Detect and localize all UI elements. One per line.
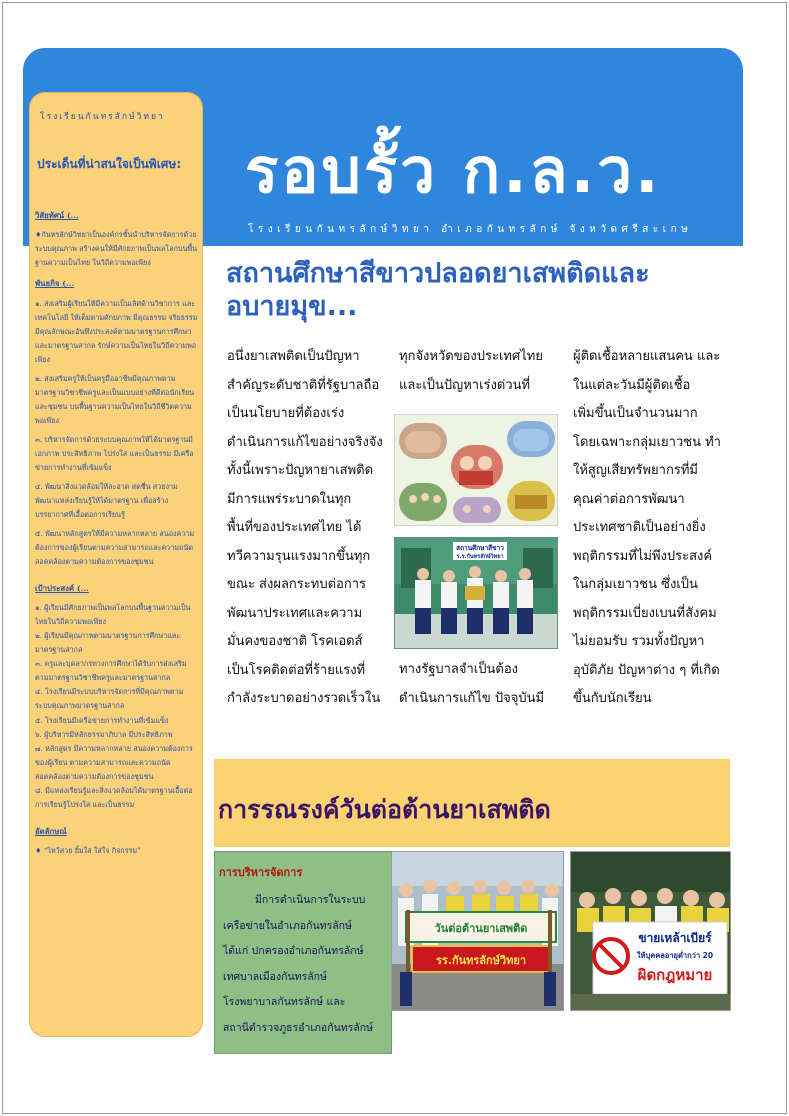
mission-item: ๒. ส่งเสริมครูให้เป็นครูมืออาชีพมีคุณภาพตามมาตรฐานวิชาชีพครูและเป็นแบบอย่างที่ดีต่อนักเรียนและชุมชน บนพื้นฐานความเป็นไทยในวิถีชีวิตความพอเพียง [35, 373, 195, 425]
article-line: กำลังระบาดอย่างรวดเร็วใน [227, 691, 381, 706]
article-line: พฤติกรรมที่ไม่พึงประสงค์ [573, 548, 713, 564]
photo-collage [394, 414, 558, 526]
management-line: สถานีตำรวจภูธรอำเภอกันทรลักษ์ [223, 1021, 374, 1034]
article-line: โดยเฉพาะกลุ่มเยาวชน ทำ [573, 434, 721, 450]
article-line: ไม่ยอมรับ รวมทั้งปัญหา [573, 634, 705, 649]
management-line: เครือข่ายในอำเภอกันทรลักษ์ [223, 919, 352, 932]
management-line: โรงพยาบาลกันทรลักษ์ และ [223, 996, 346, 1008]
photo-collage-image [395, 415, 558, 526]
photo-sign [570, 851, 731, 1011]
sign-line-1: ขายเหล้าเบียร์ [638, 931, 712, 945]
management-line: เทศบาลเมืองกันทรลักษ์ [223, 970, 327, 983]
management-box-body [223, 888, 373, 1041]
campaign-band [214, 759, 730, 847]
article-headline: สถานศึกษาสีขาวปลอดยาเสพติดและอบายมุข... [226, 258, 650, 322]
article-line: อนึ่งยาเสพติดเป็นปัญหา [227, 349, 360, 364]
goals-item: ๖. ผู้บริหารมีหลักธรรมาภิบาล มีประสิทธิภาพ [35, 729, 173, 739]
goals-item: ๒. ผู้เรียนมีคุณภาพตามมาตรฐานการศึกษาและมาตรฐานสากล [35, 631, 181, 655]
article-line: ขณะ ส่งผลกระทบต่อการ [227, 577, 366, 592]
management-line: ได้แก่ ปกครองอำเภอกันทรลักษ์ [223, 945, 364, 957]
article-line: ทุกจังหวัดของประเทศไทย [399, 349, 543, 364]
article-line: ดำเนินการแก้ไข ปัจจุบันมี [399, 690, 545, 706]
sign-line-3: ผิดกฎหมาย [637, 966, 713, 984]
goals-item: ๕. โรงเรียนมีเครือข่ายการทำงานที่เข้มแข็ง [35, 715, 169, 725]
parade-banner-top-text: วันต่อต้านยาเสพติด [434, 922, 528, 935]
parade-banner-bottom-text: รร.กันทรลักษ์วิทยา [435, 954, 527, 967]
sidebar-heading: ประเด็นที่น่าสนใจเป็นพิเศษ: [37, 157, 182, 171]
mission-item: ๔. พัฒนาสิ่งแวดล้อมให้สะอาด สดชื่น สวยงาม พัฒนาแหล่งเรียนรู้ให้ได้มาตรฐาน เพื่อสร้างบรรยากาศที่เอื้อต่อการเรียนรู้ [35, 481, 178, 519]
mission-item: ๓. บริหารจัดการด้วยระบบคุณภาพให้ได้มาตรฐานมีเอกภาพ ประสิทธิภาพ โปร่งใส และเป็นธรรม มีเครือข่ายการทำงานที่เข้มแข็ง [35, 434, 194, 472]
identity-text: ♦ “ไหว้สวย ยิ้มใส ใส่ใจ กิจกรรม” [35, 845, 141, 855]
photo-parade-image [392, 852, 564, 1011]
goals-item: ๑. ผู้เรียนมีศักยภาพเป็นพลโลกบนพื้นฐานความเป็นไทยในวิถีความพอเพียง [35, 603, 191, 627]
shop-sign-line-1: สถานศึกษาสีขาว [456, 544, 504, 552]
article-line: มีการแพร่ระบาดในทุก [227, 491, 352, 507]
article-column-1 [227, 343, 383, 714]
article-column-2-top [399, 343, 543, 400]
sidebar-school-name: โรงเรียนกันทรลักษ์วิทยา [40, 112, 165, 122]
article-line: ผู้ติดเชื้อหลายแสนคน และ [573, 349, 721, 364]
masthead-title: รอบรั้ว ก.ล.ว. [245, 134, 662, 207]
article-line: เป็นโรคติดต่อที่ร้ายแรงที่ [227, 662, 366, 678]
article-line: มั่นคงของชาติ โรคเอดส์ [227, 634, 363, 649]
masthead-subline: โรงเรียนกันทรลักษ์วิทยา อำเภอกันทรลักษ์ จังหวัดศรีสะเกษ [248, 224, 693, 235]
mission-item: ๑. ส่งเสริมผู้เรียนให้มีความเป็นเลิศด้านวิชาการ และเทคโนโลยี ให้เต็มตามศักยภาพ มีคุณธรรม จริยธรรม มีคุณลักษณะอันพึงประสงค์ตามมาตรฐานการศึกษาและมาตรฐานสากล รักษ์ความเป็นไทยในวิถีความพอเพียง [35, 298, 198, 364]
goals-item: ๔. โรงเรียนมีระบบบริหารจัดการที่มีคุณภาพตามระบบคุณภาพมาตรฐานสากล [35, 687, 184, 711]
photo-parade [391, 851, 564, 1011]
article-line: เพิ่มขึ้นเป็นจำนวนมาก [573, 406, 698, 421]
article-line: ทั้งนี้เพราะปัญหายาเสพติด [227, 463, 374, 478]
article-line: คุณค่าต่อการพัฒนา [573, 491, 685, 507]
article-column-3 [573, 343, 721, 714]
identity-title: อัตลักษณ์ [35, 826, 67, 836]
article-line: พัฒนาประเทศและความ [227, 605, 363, 621]
article-line: ในกลุ่มเยาวชน ซึ่งเป็น [573, 577, 698, 592]
goals-item: ๘. มีแหล่งเรียนรู้และสิ่งแวดล้อมได้มาตรฐานเอื้อต่อการเรียนรู้โปร่งใส และเป็นธรรม [35, 785, 193, 809]
goals-item: ๓. ครูและบุคลากรทางการศึกษาได้รับการส่งเสริมตามมาตรฐานวิชาชีพครูและมาตรฐานสากล [35, 659, 187, 683]
article-line: ดำเนินการแก้ไขอย่างจริงจัง [227, 434, 383, 450]
article-line: และเป็นปัญหาเร่งด่วนที่ [399, 377, 531, 393]
sign-line-2: ให้บุคคลอายุต่ำกว่า 20 [636, 951, 714, 960]
article-column-2-bottom [399, 656, 544, 713]
goals-item: ๗. หลักสูตร มีความหลากหลาย สนองความต้องการของผู้เรียน ตามความสามารถและความถนัด สอดคล้องตามความต้องการของชุมชน [35, 743, 193, 781]
sidebar-body [35, 208, 200, 858]
article-line: ประเทศชาติเป็นอย่างยิ่ง [573, 520, 706, 535]
vision-text: ♦กันทรลักษ์วิทยาเป็นองค์กรชั้นนำบริหารจัดการด้วยระบบคุณภาพ สร้างคนให้มีศักยภาพเป็นพลโลกบนพื้นฐานความเป็นไทย ในวิถีความพอเพียง [35, 230, 198, 268]
photo-students-shop [394, 537, 558, 649]
article-line: ขึ้นกับนักเรียน [573, 691, 652, 706]
article-line: อุบัติภัย ปัญหาต่าง ๆ ที่เกิด [573, 662, 720, 678]
campaign-band-title: การรณรงค์วันต่อต้านยาเสพติด [218, 795, 551, 824]
photo-students-shop-image [395, 538, 558, 649]
article-line: ให้สูญเสียทรัพยากรที่มี [573, 463, 698, 478]
article-line: สำคัญระดับชาติที่รัฐบาลถือ [227, 377, 380, 393]
article-line: พฤติกรรมเบี่ยงเบนที่สังคม [573, 605, 717, 621]
mission-title: พันธกิจ (... [35, 279, 75, 289]
goals-title: เป้าประสงค์ (... [35, 584, 89, 594]
article-line: ทวีความรุนแรงมากขึ้นทุก [227, 548, 371, 564]
article-line: พื้นที่ของประเทศไทย ได้ [227, 520, 362, 535]
photo-sign-image [571, 852, 731, 1011]
shop-sign-line-2: ร.ร.กันทรลักษ์วิทยา [456, 554, 504, 560]
vision-title: วิสัยทัศน์ (... [35, 211, 79, 220]
management-box [214, 851, 392, 1054]
article-line: ในแต่ละวันมีผู้ติดเชื้อ [573, 377, 691, 393]
mission-item: ๕. พัฒนาหลักสูตรให้มีความหลากหลาย สนองความต้องการของผู้เรียนตามความสามารถและความถนัด สอดคล้องตามความต้องการของชุมชน [35, 528, 195, 567]
management-box-title: การบริหารจัดการ [219, 866, 303, 879]
article-line: เป็นนโยบายที่ต้องเร่ง [227, 406, 345, 421]
management-line: มีการดำเนินการในระบบ [255, 894, 366, 906]
sidebar [29, 92, 203, 1037]
article-line: ทางรัฐบาลจำเป็นต้อง [399, 662, 518, 677]
